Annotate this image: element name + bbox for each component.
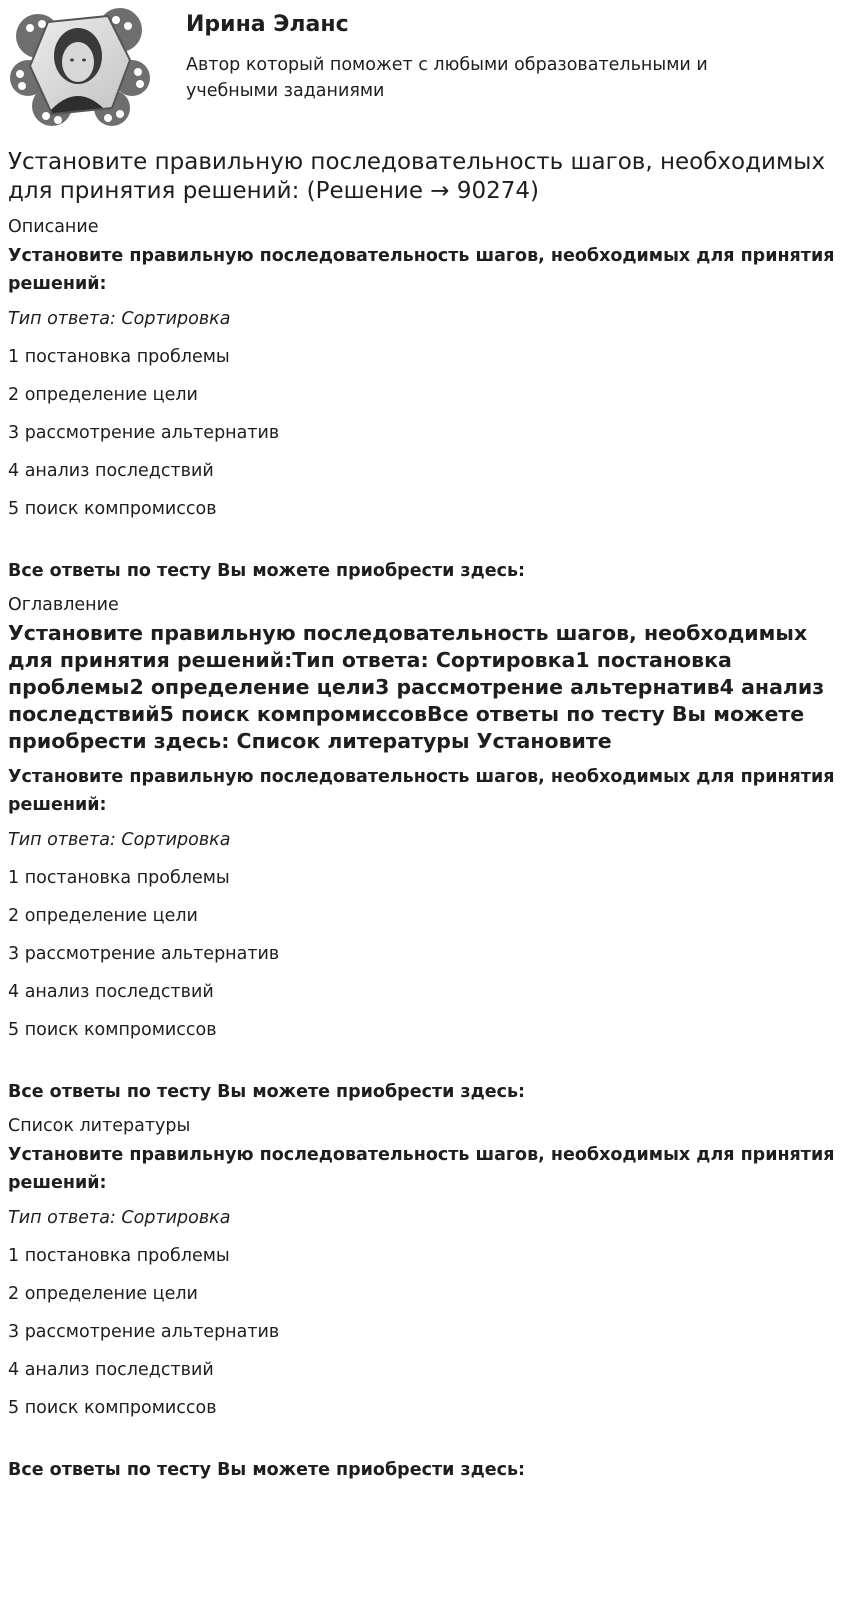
literature-label: Список литературы xyxy=(8,1116,191,1136)
buy-answers-text: Все ответы по тесту Вы можете приобрести здесь: xyxy=(8,561,526,581)
answer-type: Тип ответа: Сортировка xyxy=(8,309,231,329)
option-item: 3 рассмотрение альтернатив xyxy=(8,944,280,964)
option-item: 4 анализ последствий xyxy=(8,1360,214,1380)
author-avatar xyxy=(8,8,150,126)
question-text: Установите правильную последовательность шагов, необходимых для принятия решений: xyxy=(8,1145,835,1193)
option-item: 1 постановка проблемы xyxy=(8,868,230,888)
author-name: Ирина Эланс xyxy=(186,12,349,37)
option-item: 5 поиск компромиссов xyxy=(8,1398,217,1418)
option-item: 4 анализ последствий xyxy=(8,982,214,1002)
description-label: Описание xyxy=(8,217,99,237)
buy-answers-text: Все ответы по тесту Вы можете приобрести здесь: xyxy=(8,1082,526,1102)
toc-label: Оглавление xyxy=(8,595,119,615)
option-item: 2 определение цели xyxy=(8,906,198,926)
option-item: 4 анализ последствий xyxy=(8,461,214,481)
answer-type: Тип ответа: Сортировка xyxy=(8,1208,231,1228)
option-item: 3 рассмотрение альтернатив xyxy=(8,1322,280,1342)
question-text: Установите правильную последовательность шагов, необходимых для принятия решений: xyxy=(8,246,835,294)
option-item: 2 определение цели xyxy=(8,385,198,405)
option-item: 1 постановка проблемы xyxy=(8,347,230,367)
option-item: 5 поиск компромиссов xyxy=(8,499,217,519)
main-content xyxy=(8,148,838,1493)
option-item: 2 определение цели xyxy=(8,1284,198,1304)
option-item: 3 рассмотрение альтернатив xyxy=(8,423,280,443)
author-header xyxy=(8,8,838,128)
question-text: Установите правильную последовательность шагов, необходимых для принятия решений: xyxy=(8,767,835,815)
answer-type: Тип ответа: Сортировка xyxy=(8,830,231,850)
toc-heading: Установите правильную последовательность шагов, необходимых для принятия решений:Тип ответа: Сортировка1 постановка проблемы2 определение цели3 рассмотрение альтернатив4 анализ последствий5 поиск компромиссовВсе ответы по тесту Вы можете приобрести здесь: Список литературы Установите xyxy=(8,621,825,753)
film-frame-avatar-icon xyxy=(8,8,150,126)
page-title: Установите правильную последовательность шагов, необходимых для принятия решений: (Решение → 90274) xyxy=(8,149,826,204)
buy-answers-text: Все ответы по тесту Вы можете приобрести здесь: xyxy=(8,1460,526,1480)
option-item: 1 постановка проблемы xyxy=(8,1246,230,1266)
author-description: Автор который поможет с любыми образовательными и учебными заданиями xyxy=(186,55,708,101)
option-item: 5 поиск компромиссов xyxy=(8,1020,217,1040)
